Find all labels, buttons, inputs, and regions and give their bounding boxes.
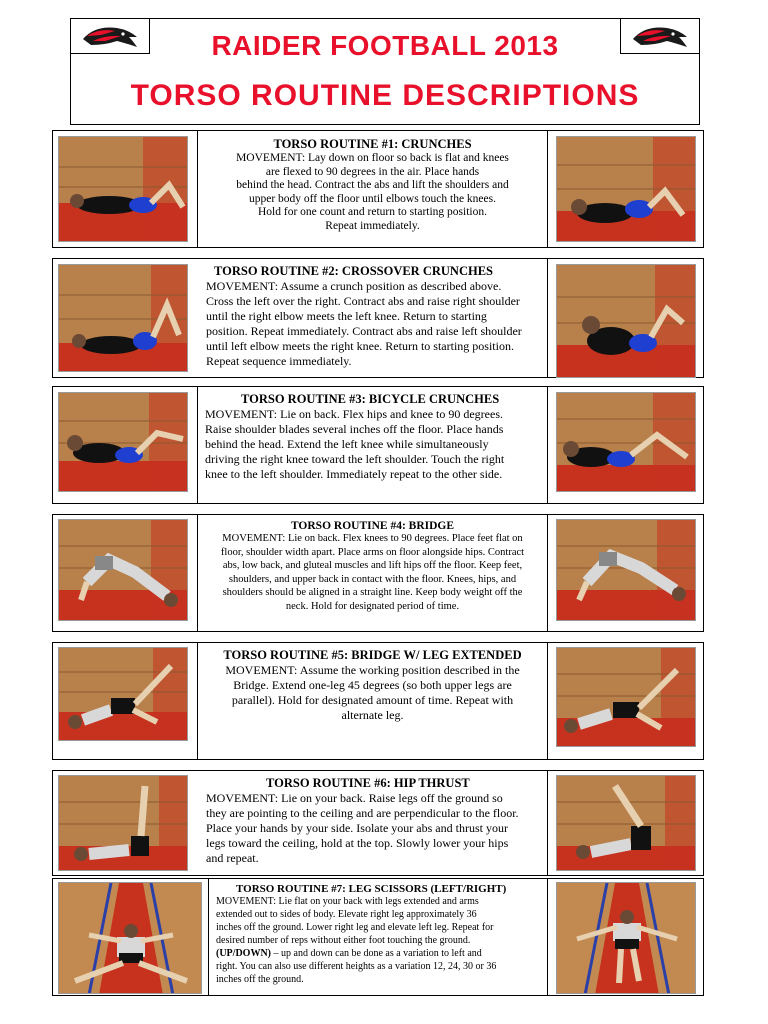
routine-line: Bridge. Extend one-leg 45 degrees (so both upper legs are — [233, 678, 512, 692]
routine-3-photo-right — [556, 392, 696, 492]
divider — [197, 130, 198, 248]
exercise-photo-icon — [59, 393, 188, 492]
divider — [547, 642, 548, 760]
routine-line: parallel). Hold for designated amount of time. Repeat with — [231, 693, 514, 707]
routine-5-photo-left — [58, 647, 188, 741]
routine-line: knee to the left shoulder. Immediately repeat to the other side. — [205, 467, 503, 481]
exercise-photo-icon — [59, 137, 188, 242]
routine-1-text — [200, 137, 545, 233]
routine-line: Cross the left over the right. Contract abs and raise right shoulder — [206, 294, 520, 308]
divider — [197, 642, 198, 760]
routine-4-photo-left — [58, 519, 188, 621]
routine-line: alternate leg. — [341, 708, 404, 722]
routine-7-photo-right — [556, 882, 696, 994]
divider — [547, 258, 548, 378]
routine-line: Repeat sequence immediately. — [206, 354, 352, 368]
divider — [547, 514, 548, 632]
exercise-photo-icon — [59, 520, 188, 621]
routine-2-text — [206, 264, 546, 369]
routine-line: Place your hands by your side. Isolate your abs and thrust your — [206, 821, 508, 835]
routine-line: inches off the ground. — [216, 974, 304, 985]
exercise-photo-icon — [59, 883, 202, 994]
routine-4-text — [200, 520, 545, 613]
routine-line: MOVEMENT: Lay down on floor so back is flat and knees — [236, 152, 509, 164]
routine-line: behind the head. Extend the left knee while simultaneously — [205, 437, 489, 451]
routine-5-text — [200, 648, 545, 723]
routine-line: MOVEMENT: Lie flat on your back with legs extended and arms — [216, 896, 479, 907]
divider — [197, 514, 198, 632]
routine-title: TORSO ROUTINE #7: LEG SCISSORS (LEFT/RIGHT) — [236, 883, 507, 895]
routine-line: until left elbow meets the right knee. Return to starting position. — [206, 339, 514, 353]
routine-title: TORSO ROUTINE #5: BRIDGE W/ LEG EXTENDED — [223, 648, 522, 662]
routine-line: floor, shoulder width apart. Place arms on floor alongside hips. Contract — [220, 546, 525, 558]
routine-line: – up and down can be done as a variation to left and — [271, 948, 482, 959]
page-title: RAIDER FOOTBALL 2013 — [211, 30, 559, 61]
routine-line: desired number of reps without either foot touching the ground. — [216, 935, 471, 946]
routine-1-photo-left — [58, 136, 188, 242]
routine-6-text — [206, 776, 546, 866]
routine-title: TORSO ROUTINE #1: CRUNCHES — [273, 137, 472, 151]
exercise-photo-icon — [59, 648, 188, 741]
routine-line: MOVEMENT: Lie on back. Flex knees to 90 degrees. Place feet flat on — [222, 533, 523, 544]
routine-line: they are pointing to the ceiling and are perpendicular to the floor. — [206, 806, 519, 820]
routine-6-photo-right — [556, 775, 696, 871]
routine-title: TORSO ROUTINE #3: BICYCLE CRUNCHES — [241, 392, 500, 406]
routine-line: neck. Hold for designated period of time. — [285, 600, 460, 612]
routine-line: MOVEMENT: Lie on back. Flex hips and knee to 90 degrees. — [205, 407, 504, 421]
routine-6-photo-left — [58, 775, 188, 871]
exercise-photo-icon — [557, 883, 696, 994]
routine-line: right. You can also use different heights as a variation 12, 24, 30 or 36 — [216, 961, 497, 972]
routine-line: position. Repeat immediately. Contract abs and raise left shoulder — [206, 324, 522, 338]
exercise-photo-icon — [59, 776, 188, 871]
routine-7-photo-left — [58, 882, 202, 994]
exercise-photo-icon — [557, 520, 696, 621]
routine-line: extended out to sides of body. Elevate right leg approximately 36 — [216, 909, 477, 920]
routine-bold-prefix: (UP/DOWN) — [216, 948, 271, 959]
page-subtitle: TORSO ROUTINE DESCRIPTIONS — [130, 79, 640, 112]
exercise-photo-icon — [557, 776, 696, 871]
routine-line: behind the head. Contract the abs and lift the shoulders and — [236, 179, 509, 191]
routine-line: Repeat immediately. — [325, 219, 420, 232]
exercise-photo-icon — [59, 265, 188, 372]
routine-line: Hold for one count and return to starting position. — [257, 206, 487, 218]
routine-3-photo-left — [58, 392, 188, 492]
routine-line: shoulders should be aligned in a straight line. Keep body weight off the — [222, 587, 523, 598]
routine-line: until the right elbow meets the left knee. Return to starting — [206, 309, 487, 323]
routine-7-text — [216, 883, 546, 986]
routine-4-photo-right — [556, 519, 696, 621]
routine-5-photo-right — [556, 647, 696, 747]
routine-title: TORSO ROUTINE #6: HIP THRUST — [266, 776, 470, 790]
routine-line: driving the right knee toward the left shoulder. Touch the right — [205, 452, 505, 466]
routine-line: abs, low back, and gluteal muscles and lift hips off the floor. Keep feet, — [222, 560, 523, 571]
divider — [197, 386, 198, 504]
routine-3-text — [205, 392, 545, 482]
routine-line: legs toward the ceiling, hold at the top. Slowly lower your hips — [206, 836, 509, 850]
exercise-photo-icon — [557, 265, 696, 378]
exercise-photo-icon — [557, 137, 696, 242]
routine-line: upper body off the floor until elbows touch the knees. — [249, 192, 496, 205]
routine-line: MOVEMENT: Lie on your back. Raise legs off the ground so — [206, 791, 503, 805]
routine-title: TORSO ROUTINE #4: BRIDGE — [290, 520, 455, 532]
routine-2-photo-right — [556, 264, 696, 378]
exercise-photo-icon — [557, 393, 696, 492]
divider — [547, 130, 548, 248]
routine-line: MOVEMENT: Assume the working position described in the — [225, 663, 520, 677]
routine-line: MOVEMENT: Assume a crunch position as described above. — [206, 279, 502, 293]
divider — [547, 770, 548, 876]
routine-line: inches off the ground. Lower right leg and elevate left leg. Repeat for — [216, 922, 494, 933]
divider — [208, 878, 209, 996]
routine-1-photo-right — [556, 136, 696, 242]
routine-line — [216, 947, 546, 960]
routine-line: Raise shoulder blades several inches off the floor. Place hands — [205, 422, 504, 436]
routine-2-photo-left — [58, 264, 188, 372]
routine-line: and repeat. — [206, 851, 259, 865]
routine-line: shoulders, and upper back in contact with the floor. Knees, hips, and — [228, 573, 517, 585]
divider — [547, 878, 548, 996]
divider — [547, 386, 548, 504]
routine-title: TORSO ROUTINE #2: CROSSOVER CRUNCHES — [214, 264, 493, 278]
routine-line: are flexed to 90 degrees in the air. Place hands — [265, 165, 480, 178]
exercise-photo-icon — [557, 648, 696, 747]
